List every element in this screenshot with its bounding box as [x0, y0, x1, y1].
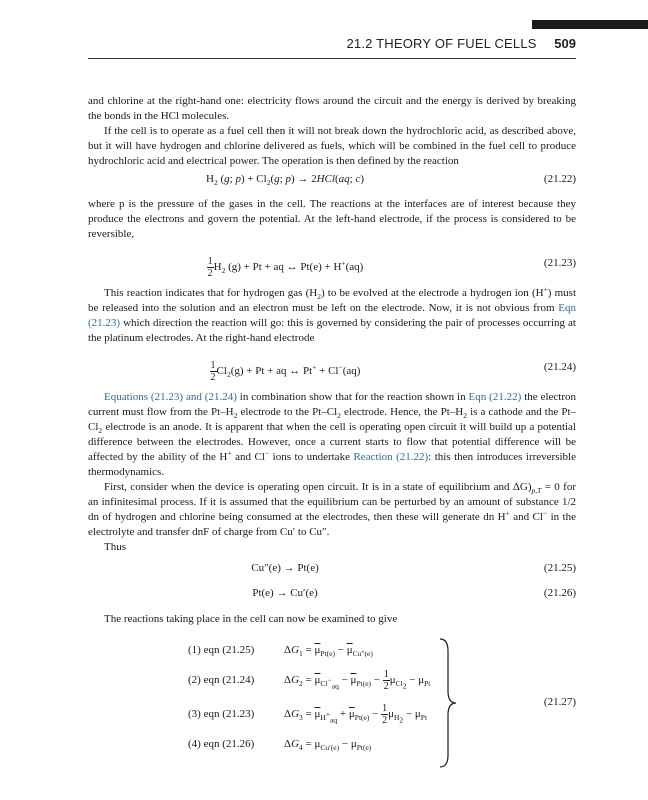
equation-number: (21.26)	[543, 587, 576, 599]
paragraph: and chlorine at the right-hand one: electricity flows around the circuit and the energy is derived by breaking the bonds in the HCl molecules.	[88, 95, 576, 122]
text: the electron current must flow from the Pt–H	[88, 391, 577, 418]
page-number: 509	[554, 36, 576, 51]
system-row	[188, 669, 430, 692]
equation-21-23	[88, 248, 576, 278]
equation-number: (21.23)	[543, 257, 576, 269]
row-equation: $\Delta G_4 = \mu_{Cu'(e)} - \mu_{Pt(e)}$	[284, 738, 372, 753]
paragraph: First, consider when the device is operating open circuit. It is in a state of equilibrium and $\Delta G)_{p,T} = 0$ for an infinitesimal process. If it is assumed that the equilibrium can be perturbed by an amount of substance 1/2 dn of hydrogen and chlorine being consumed at the electrodes, then these will generate dn H+ and Cl− in the electrolyte and transfer dnF of charge from Cu′ to Cu″.	[88, 481, 576, 538]
equation-number: (21.27)	[543, 696, 576, 708]
equation-body: $\frac{1}{2}$ $Cl_2(g) + Pt$ + aq ↔ Pt+ + Cl−(aq)	[210, 360, 361, 383]
row-label: (3) eqn (21.23)	[188, 708, 255, 721]
reaction-link[interactable]: Reaction (21.22)	[353, 451, 429, 463]
text: : this then introduces irreversible thermodynamics.	[88, 451, 576, 478]
header-bar	[532, 20, 648, 29]
text: ) to be evolved at the electrode a hydrogen ion (H	[320, 287, 544, 299]
equation-21-22	[88, 172, 576, 192]
text: electrode is an anode. It is apparent that when the cell is operating open circuit it will build up a potential difference between the electrodes. However, once a current starts to flow that potential difference will be affected by the ability of the H	[88, 421, 576, 463]
equation-body: $H_2$ (g; $p) + Cl_2(g$; p) → 2HCl(aq; c)	[206, 173, 364, 188]
row-label: (2) eqn (21.24)	[188, 674, 255, 687]
row-label: (4) eqn (21.26)	[188, 738, 255, 750]
eqn-link[interactable]: Eqn (21.23)	[88, 302, 576, 329]
paragraph: where p is the pressure of the gases in the cell. The reactions at the interfaces are of interest because they produce the electrons and govern the potential. At the left-hand electrode, if the process is considered to be reversible,	[88, 198, 576, 240]
eqn-link[interactable]: Eqn (21.22)	[468, 391, 522, 403]
text: and Cl	[231, 451, 265, 463]
text: First, consider when the device is operating open circuit. It is in a state of equilibrium and ΔG)	[104, 481, 532, 493]
paragraph: The reactions taking place in the cell can now be examined to give	[104, 613, 398, 625]
paragraph: If the cell is to operate as a fuel cell then it will not break down the hydrochloric acid, as described above, but it will have hydrogen and chlorine delivered as fuels, which will be combined in the fuel cell to produce hydrochloric acid and electrical power. The operation is then defined by the reaction	[88, 125, 576, 167]
row-equation: $\Delta G_2 = \overline{\mu}_{Cl^-_{aq}} - \overline{\mu}_{Pt(e)}$ − $\frac{1}{2}$ $\mu_{Cl_2} - \mu_{Pt}$	[284, 669, 431, 692]
paragraph: Thus	[104, 541, 126, 553]
text: ions to undertake	[269, 451, 354, 463]
right-brace	[438, 637, 462, 769]
system-row	[188, 643, 373, 658]
equation-number: (21.25)	[543, 562, 576, 574]
row-label: (1) eqn (21.25)	[188, 644, 255, 656]
paragraph: Equations (21.23) and (21.24) in combination show that for the reaction shown in Eqn (21.22) the electron current must flow from the $Pt-H_2$ electrode to the $Pt-Cl_2$ electrode. Hence, the $Pt-H_2$ is a cathode and the $Pt-Cl_2$ electrode is an anode. It is apparent that when the cell is operating open circuit it will build up a potential difference between the electrodes. However, once a current starts to flow that potential difference will be affected by the ability of the H+ and Cl− ions to undertake Reaction (21.22): this then introduces irreversible thermodynamics.	[88, 391, 577, 478]
equation-number: (21.22)	[543, 173, 576, 185]
paragraph: This reaction indicates that for hydrogen gas $(H_2)$ to be evolved at the electrode a hydrogen ion (H+) must be released into the solution and an electron must be left on the electrode. Now, it is not obvious from Eqn (21.23) which direction the reaction will go: this is governed by considering the pair of processes occurring at the platinum electrodes. At the right-hand electrode	[88, 284, 576, 344]
equation-21-25	[88, 561, 576, 581]
header-rule	[88, 58, 576, 59]
text: which direction the reaction will go: this is governed by considering the pair of processes occurring at the platinum electrodes. At the right-hand electrode	[88, 317, 576, 344]
row-equation: $\Delta G_3 = \overline{\mu}_{H^+_{aq}} + \overline{\mu}_{Pt(e)}$ − $\frac{1}{2}$ $\mu_{H_2} - \mu_{Pt}$	[284, 703, 428, 726]
running-header	[0, 36, 576, 54]
text: = 0 for an infinitesimal process. If it is assumed that the equilibrium can be perturbed by an amount of substance 1/2 dn of hydrogen and chlorine being consumed at the electrodes, then these will generate dn H	[88, 481, 576, 523]
equation-number: (21.24)	[543, 361, 576, 373]
equation-system-21-27	[88, 637, 576, 775]
equation-body: Cu″(e) → Pt(e)	[251, 562, 319, 574]
text: in the electrolyte and transfer dnF of charge from Cu′ to Cu″.	[88, 511, 576, 538]
text: in combination show that for the reaction shown in	[236, 391, 469, 403]
system-row	[188, 703, 427, 726]
row-equation: $\Delta G_1 = \overline{\mu}_{Pt(e)} - \overline{\mu}_{Cu''(e)}$	[284, 644, 373, 659]
text: ) must be released into the solution and an electron must be left on the electrode. Now, it is not obvious from	[88, 287, 576, 314]
page-body	[88, 94, 576, 775]
text: is a cathode and the Pt–Cl	[88, 406, 576, 433]
text: and Cl	[509, 511, 543, 523]
text: This reaction indicates that for hydrogen gas (H	[104, 287, 318, 299]
equation-21-26	[88, 586, 576, 606]
section-title: 21.2 THEORY OF FUEL CELLS	[346, 36, 537, 51]
equation-21-24	[88, 352, 576, 382]
equation-body: Pt(e) → Cu′(e)	[252, 587, 318, 599]
system-row	[188, 737, 371, 752]
text: electrode. Hence, the Pt–H	[340, 406, 464, 418]
equation-body: $\frac{1}{2}$ $H_2$ (g) + Pt + aq ↔ Pt(e) + H+(aq)	[207, 256, 364, 279]
text: electrode to the Pt–Cl	[237, 406, 338, 418]
eqn-link[interactable]: Equations (21.23) and (21.24)	[104, 391, 237, 403]
